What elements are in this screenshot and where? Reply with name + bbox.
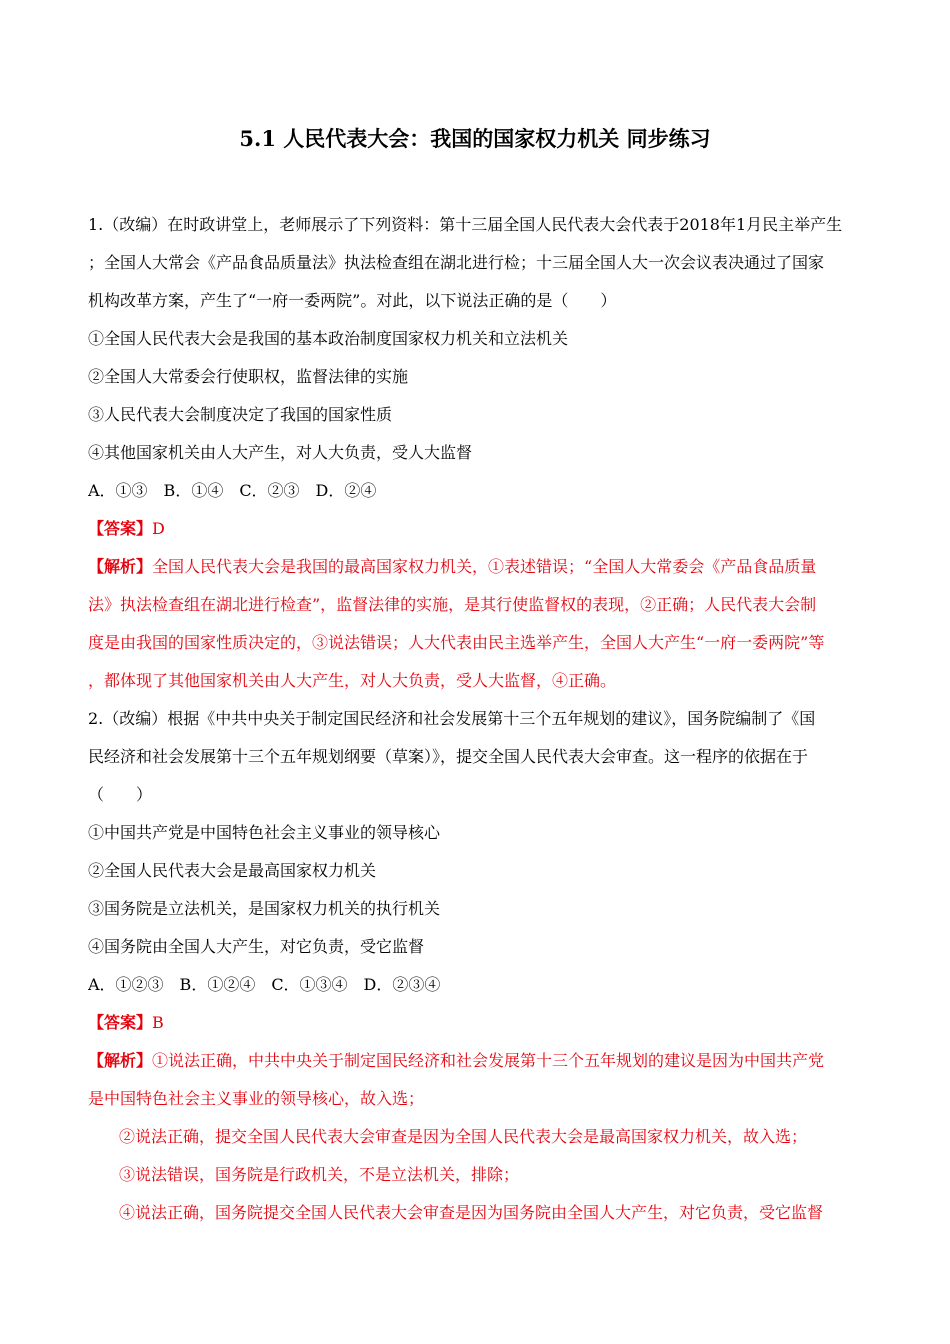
statement-option: ①中国共产党是中国特色社会主义事业的领导核心 [88,823,441,842]
answer-line [88,510,863,548]
question-2 [88,700,863,1232]
question-stem-line: ；全国人大常会《产品食品质量法》执法检查组在湖北进行检；十三届全国人大一次会议表决通过了国家 [88,253,825,272]
analysis-line: 法》执法检查组在湖北进行检查”，监督法律的实施，是其行使监督权的表现，②正确；人民代表大会制 [88,595,817,614]
answer-value: B [152,1013,164,1032]
analysis-point: ②说法正确，提交全国人民代表大会审查是因为全国人民代表大会是最高国家权力机关，故入选； [119,1127,808,1146]
statement-option: ②全国人大常委会行使职权，监督法律的实施 [88,367,409,386]
analysis-text: ①说法正确，中共中央关于制定国民经济和社会发展第十三个五年规划的建议是因为中国共产党 [152,1051,825,1070]
question-stem-line: 1.（改编）在时政讲堂上，老师展示了下列资料：第十三届全国人民代表大会代表于2018年1月民主举产生 [88,215,843,234]
statement-option: ③国务院是立法机关，是国家权力机关的执行机关 [88,899,441,918]
analysis-text: 全国人民代表大会是我国的最高国家权力机关，①表述错误；“全国人大常委会《产品食品质量 [152,557,817,576]
answer-line [88,1004,863,1042]
analysis-point: ④说法正确，国务院提交全国人民代表大会审查是因为国务院由全国人大产生，对它负责，受它监督 [119,1203,824,1222]
statement-option: ③人民代表大会制度决定了我国的国家性质 [88,405,393,424]
analysis-point: ③说法错误，国务院是行政机关，不是立法机关，排除； [119,1165,520,1184]
question-stem-line: （ ） [88,785,153,804]
question-1 [88,206,863,700]
statement-option: ②全国人民代表大会是最高国家权力机关 [88,861,377,880]
page-title: 5.1 人民代表大会：我国的国家权力机关 同步练习 [239,126,711,151]
question-stem-line: 机构改革方案，产生了“一府一委两院”。对此，以下说法正确的是（ ） [88,291,617,310]
analysis-line [88,1042,863,1080]
analysis-line: 度是由我国的国家性质决定的，③说法错误；人大代表由民主选举产生，全国人大产生“一府一委两院”等 [88,633,825,652]
statement-option: ④国务院由全国人大产生，对它负责，受它监督 [88,937,425,956]
analysis-line [88,548,863,586]
answer-choices: A．①②③ B．①②④ C．①③④ D．②③④ [88,975,441,994]
analysis-label: 【解析】 [88,1051,153,1070]
analysis-label: 【解析】 [88,557,153,576]
answer-label: 【答案】 [88,1013,153,1032]
document-body [88,206,863,1232]
answer-label: 【答案】 [88,519,153,538]
analysis-line: 是中国特色社会主义事业的领导核心，故入选； [88,1089,425,1108]
analysis-line: ，都体现了其他国家机关由人大产生，对人大负责，受人大监督，④正确。 [88,671,617,690]
answer-value: D [152,519,165,538]
question-stem-line: 民经济和社会发展第十三个五年规划纲要（草案）》，提交全国人民代表大会审查。这一程序的依据在于 [88,747,809,766]
question-stem-line: 2.（改编）根据《中共中央关于制定国民经济和社会发展第十三个五年规划的建议》，国务院编制了《国 [88,709,816,728]
answer-choices: A．①③ B．①④ C．②③ D．②④ [88,481,377,500]
statement-option: ①全国人民代表大会是我国的基本政治制度国家权力机关和立法机关 [88,329,569,348]
statement-option: ④其他国家机关由人大产生，对人大负责，受人大监督 [88,443,473,462]
